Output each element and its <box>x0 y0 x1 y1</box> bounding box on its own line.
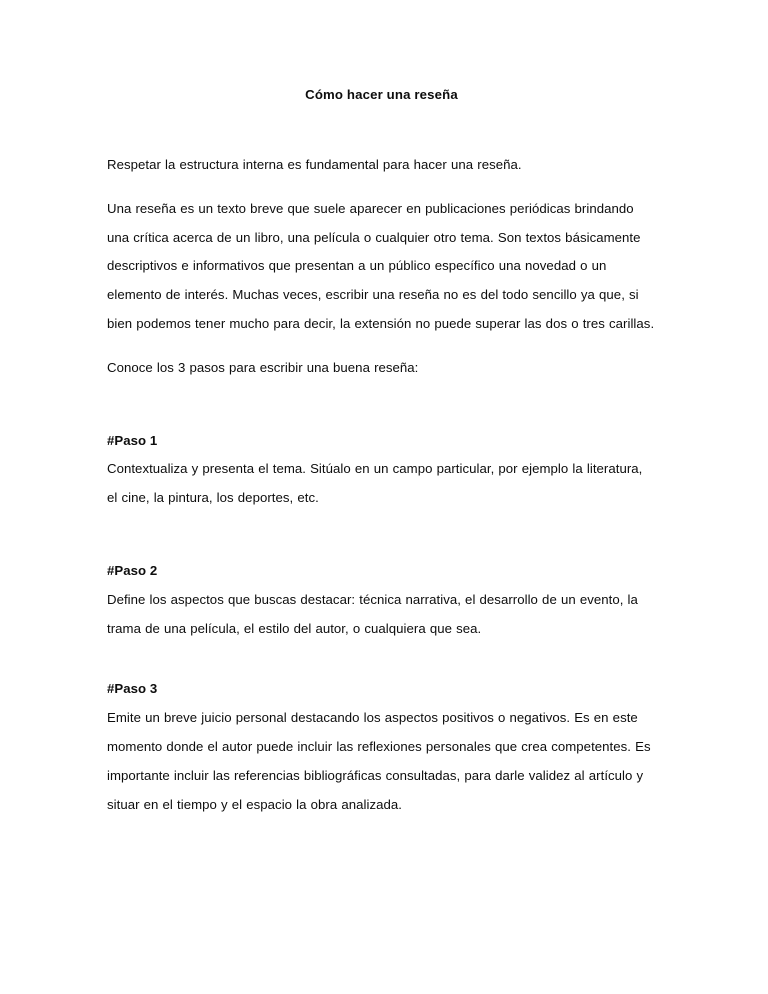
step-heading-3: #Paso 3 <box>107 681 158 697</box>
step-text-1: Contextualiza y presenta el tema. Sitúalo en un campo particular, por ejemplo la literatura, el cine, la pintura, los deportes, etc. <box>107 461 643 506</box>
intro-paragraph: Respetar la estructura interna es fundamental para hacer una reseña. <box>107 157 522 172</box>
lead-in-paragraph: Conoce los 3 pasos para escribir una buena reseña: <box>107 359 419 375</box>
document-content <box>107 86 656 819</box>
title-spacer <box>107 104 656 151</box>
section-gap <box>107 383 656 427</box>
paragraph-gap <box>107 339 656 354</box>
section-gap <box>107 513 656 557</box>
step-heading-2: #Paso 2 <box>107 562 158 578</box>
page-title: Cómo hacer una reseña <box>305 87 458 102</box>
body-paragraph: Una reseña es un texto breve que suele aparecer en publicaciones periódicas brindando una crítica acerca de un libro, una película o cualquier otro tema. Son textos básicamente descriptivos e informativos que presentan a un público específico una novedad o un elemento de interés. Muchas veces, escribir una reseña no es del todo sencillo ya que, si bien podemos tener mucho para decir, la extensión no puede superar las dos o tres carillas. <box>107 200 655 331</box>
paragraph-gap <box>107 180 656 195</box>
step-text-3: Emite un breve juicio personal destacando los aspectos positivos o negativos. Es en este momento donde el autor puede incluir las reflexiones personales que crea competentes. Es importante incluir las referencias bibliográficas consultadas, para darle validez al artículo y situar en el tiempo y el espacio la obra analizada. <box>107 710 651 812</box>
step-text-2: Define los aspectos que buscas destacar: técnica narrativa, el desarrollo de un evento, la trama de una película, el estilo del autor, o cualquiera que sea. <box>107 591 638 636</box>
section-gap <box>107 643 656 675</box>
step-heading-1: #Paso 1 <box>107 432 158 448</box>
